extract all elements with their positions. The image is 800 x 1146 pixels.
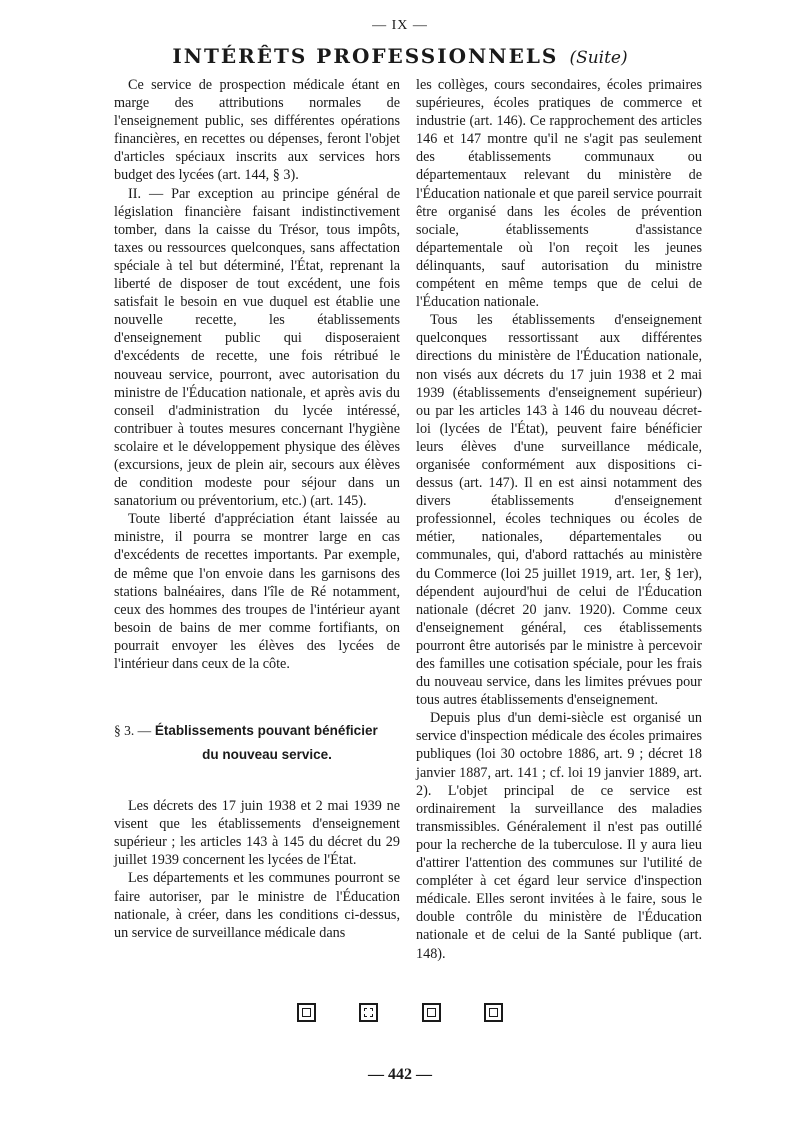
- paragraph: Les décrets des 17 juin 1938 et 2 mai 1939 ne visent que les établissements d'enseignement supérieur ; les articles 143 à 145 du décret du 29 juillet 1939 concernent les lycées de l'État.: [114, 798, 400, 869]
- paragraph: les collèges, cours secondaires, écoles primaires supérieures, écoles pratiques de commerce et industrie (art. 146). Ce rapprochement des articles 146 et 147 montre qu'il ne s'agit pas seulement des établissements communaux ou départementaux relevant du ministère de l'Éducation nationale et que pareil service pourrait être organisé dans les écoles de prévention sociale, établissements d'assistance départementale où l'on reçoit les jeunes délinquants, sauf autorisation du ministre compétent en même temps que de celui de l'Éducation nationale.: [416, 77, 702, 311]
- left-column: [114, 76, 400, 942]
- right-column: [416, 76, 702, 963]
- section-heading: [114, 719, 400, 767]
- square-ornament-icon: [422, 1003, 441, 1022]
- paragraph: Toute liberté d'appréciation étant laissée au ministre, il pourra se montrer large en cas d'excédents de recettes importants. Par exemple, de même que l'on envoie dans les garnisons des stations balnéaires, dans l'île de Ré notamment, ceux des hommes des troupes de l'intérieur ayant besoin de bains de mer comme fortifiants, on pourrait envoyer les élèves des lycées de l'intérieur dans ceux de la côte.: [114, 511, 400, 672]
- page-header: [0, 44, 800, 68]
- section-title-line-1: Établissements pouvant bénéficier: [154, 723, 378, 739]
- paragraph: Depuis plus d'un demi-siècle est organisé un service d'inspection médicale des écoles primaires publiques (loi 30 octobre 1886, art. 9 ; décret 18 janvier 1887, art. 141 ; cf. loi 19 janvier 1889, art. 2). L'objet principal de ce service est ordinairement la surveillance des maladies transmissibles. Généralement il n'est pas outillé pour la recherche de la tuberculose. Il y aura lieu d'attirer l'attention des communes sur l'utilité de compléter à cet égard leur service d'inspection médicale. Elles seront invitées à le faire, sous le double contrôle du ministère de l'Éducation nationale et de celui de la Santé publique (art. 148).: [416, 710, 702, 962]
- page-folio: — 442 —: [368, 1066, 432, 1083]
- section-number: § 3. —: [114, 723, 152, 739]
- paragraph: Les départements et les communes pourront se faire autoriser, par le ministre de l'Éducation nationale, à créer, dans les conditions ci-dessus, un service de surveillance médicale dans: [114, 870, 400, 941]
- paragraph: II. — Par exception au principe général de législation financière faisant indistinctivement tomber, dans la caisse du Trésor, tous impôts, taxes ou ressources quelconques, sans affectation spéciale à tel but déterminé, l'État, reprenant la liberté de disposer de tout excédent, une fois satisfait le besoin en vue duquel est établie une nouvelle recette, les établissements d'enseignement public qui disposeraient d'excédents de recette, une fois rétribué le nouveau service, pourront, avec autorisation du ministre de l'Éducation nationale, et après avis du conseil d'administration du lycée intéressé, contribuer à toutes mesures concernant l'hygiène scolaire et le développement physique des élèves (excursions, jeux de plein air, secours aux élèves de condition modeste pour séjour dans un sanatorium ou préventorium, etc.) (art. 145).: [114, 185, 400, 510]
- roman-page-number: — IX —: [372, 18, 428, 33]
- square-ornament-icon: [484, 1003, 503, 1022]
- title-continuation: (Suite): [569, 48, 628, 68]
- section-title-line-2: du nouveau service.: [202, 747, 332, 763]
- ornament-row: [0, 1003, 800, 1026]
- page-title: INTÉRÊTS PROFESSIONNELS: [172, 44, 559, 68]
- paragraph: Tous les établissements d'enseignement quelconques ressortissant aux différentes directions du ministère de l'Éducation nationale, non visés aux décrets du 17 juin 1938 et 2 mai 1939 (établissements d'enseignement supérieur) ou par les articles 143 à 146 du nouveau décret-loi (lycées de l'État), peuvent faire bénéficier leurs élèves d'une surveillance médicale, organisée conformément aux dispositions ci-dessus (art. 147). Il en est ainsi notamment des divers établissements d'enseignement professionnel, écoles techniques ou écoles de métier, nationales, départementales ou communales, qui, d'abord rattachés au ministère du Commerce (loi 25 juillet 1919, art. 1er, § 1er), dépendent aujourd'hui de celui de l'Éducation nationale (décret 20 janv. 1920). Comme ceux d'enseignement général, ces établissements pourront être autorisés par le ministre à percevoir des familles une cotisation spéciale, pour les frais du nouveau service, dans les limites prévues pour tous autres établissements d'enseignement.: [416, 312, 702, 709]
- square-ornament-icon: [359, 1003, 378, 1022]
- paragraph: Ce service de prospection médicale étant en marge des attributions normales de l'enseignement public, ses différentes opérations financières, en recettes ou dépenses, feront l'objet d'articles spéciaux inscrits aux services hors budget des lycées (art. 144, § 3).: [114, 77, 400, 184]
- square-ornament-icon: [297, 1003, 316, 1022]
